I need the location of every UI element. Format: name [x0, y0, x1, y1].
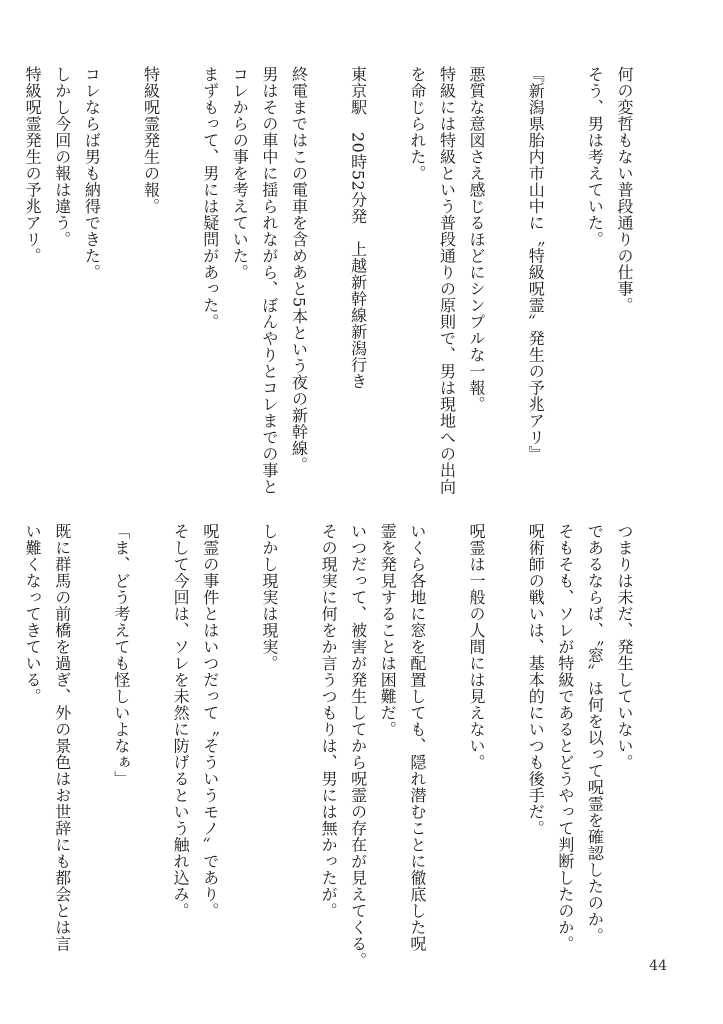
- text-line: 呪霊は一般の人間には見えない。: [467, 523, 487, 771]
- text-line: であるならば、〝窓〟は何を以って呪霊を確認したのか。: [585, 523, 605, 944]
- text-line: 何の変哲もない普段通りの仕事。: [615, 66, 634, 314]
- text-line: 男はその車中に揺られながら、ぼんやりとコレまでの事と: [259, 66, 279, 495]
- text-line: まずもって、男には疑問があった。: [200, 66, 220, 330]
- text-line: 既に群馬の前橋を過ぎ、外の景色はお世辞にも都会とは言: [52, 523, 72, 952]
- text-line: 呪霊の事件とはいつだって〝そういうモノ〟であり。: [200, 523, 220, 919]
- lower-text-block: [18, 523, 639, 969]
- text-line: しかし現実は現実。: [259, 523, 279, 672]
- text-line: そう、男は考えていた。: [585, 66, 605, 248]
- text-line: い難くなってきている。: [23, 523, 43, 705]
- upper-text-block: [18, 66, 639, 495]
- text-line: 呪術師の戦いは、基本的にいつも後手だ。: [526, 523, 546, 837]
- text-line: 特級呪霊発生の報。: [141, 66, 161, 215]
- text-line: コレならば男も納得できた。: [82, 66, 102, 281]
- text-line: つまりは未だ、発生していない。: [615, 523, 634, 771]
- text-line: 「ま、どう考えても怪しいよなぁ」: [111, 523, 131, 787]
- text-line: 終電まではこの電車を含めあと5本という夜の新幹線。: [289, 66, 309, 473]
- text-line: 『新潟県胎内市山中に〝特級呪霊〟発生の予兆アリ』: [526, 66, 546, 462]
- text-line: そして今回は、ソレを未然に防げるという触れ込み。: [171, 523, 191, 919]
- text-line: 悪質な意図さえ感じるほどにシンプルな一報。: [467, 66, 487, 413]
- text-line: コレからの事を考えていた。: [230, 66, 250, 281]
- text-line: いつだって、被害が発生してから呪霊の存在が見えてくる。: [348, 523, 368, 969]
- text-line: そもそも、ソレが特級であるとどうやって判断したのか。: [555, 523, 575, 952]
- text-line: 特級呪霊発生の予兆アリ。: [23, 66, 43, 264]
- text-line: を命じられた。: [407, 66, 427, 182]
- text-line: 東京駅 20時52分発 上越新幹線新潟行き: [348, 66, 368, 390]
- text-line: 霊を発見することは困難だ。: [378, 523, 398, 738]
- text-line: いくら各地に窓を配置しても、隠れ潜むことに徹底した呪: [407, 523, 427, 952]
- text-line: 特級には特級という普段通りの原則で、男は現地への出向: [437, 66, 457, 495]
- text-line: しかし今回の報は違う。: [52, 66, 72, 248]
- text-line: その現実に何をか言うつもりは、男には無かったが。: [319, 523, 339, 919]
- page-number: 44: [649, 958, 667, 974]
